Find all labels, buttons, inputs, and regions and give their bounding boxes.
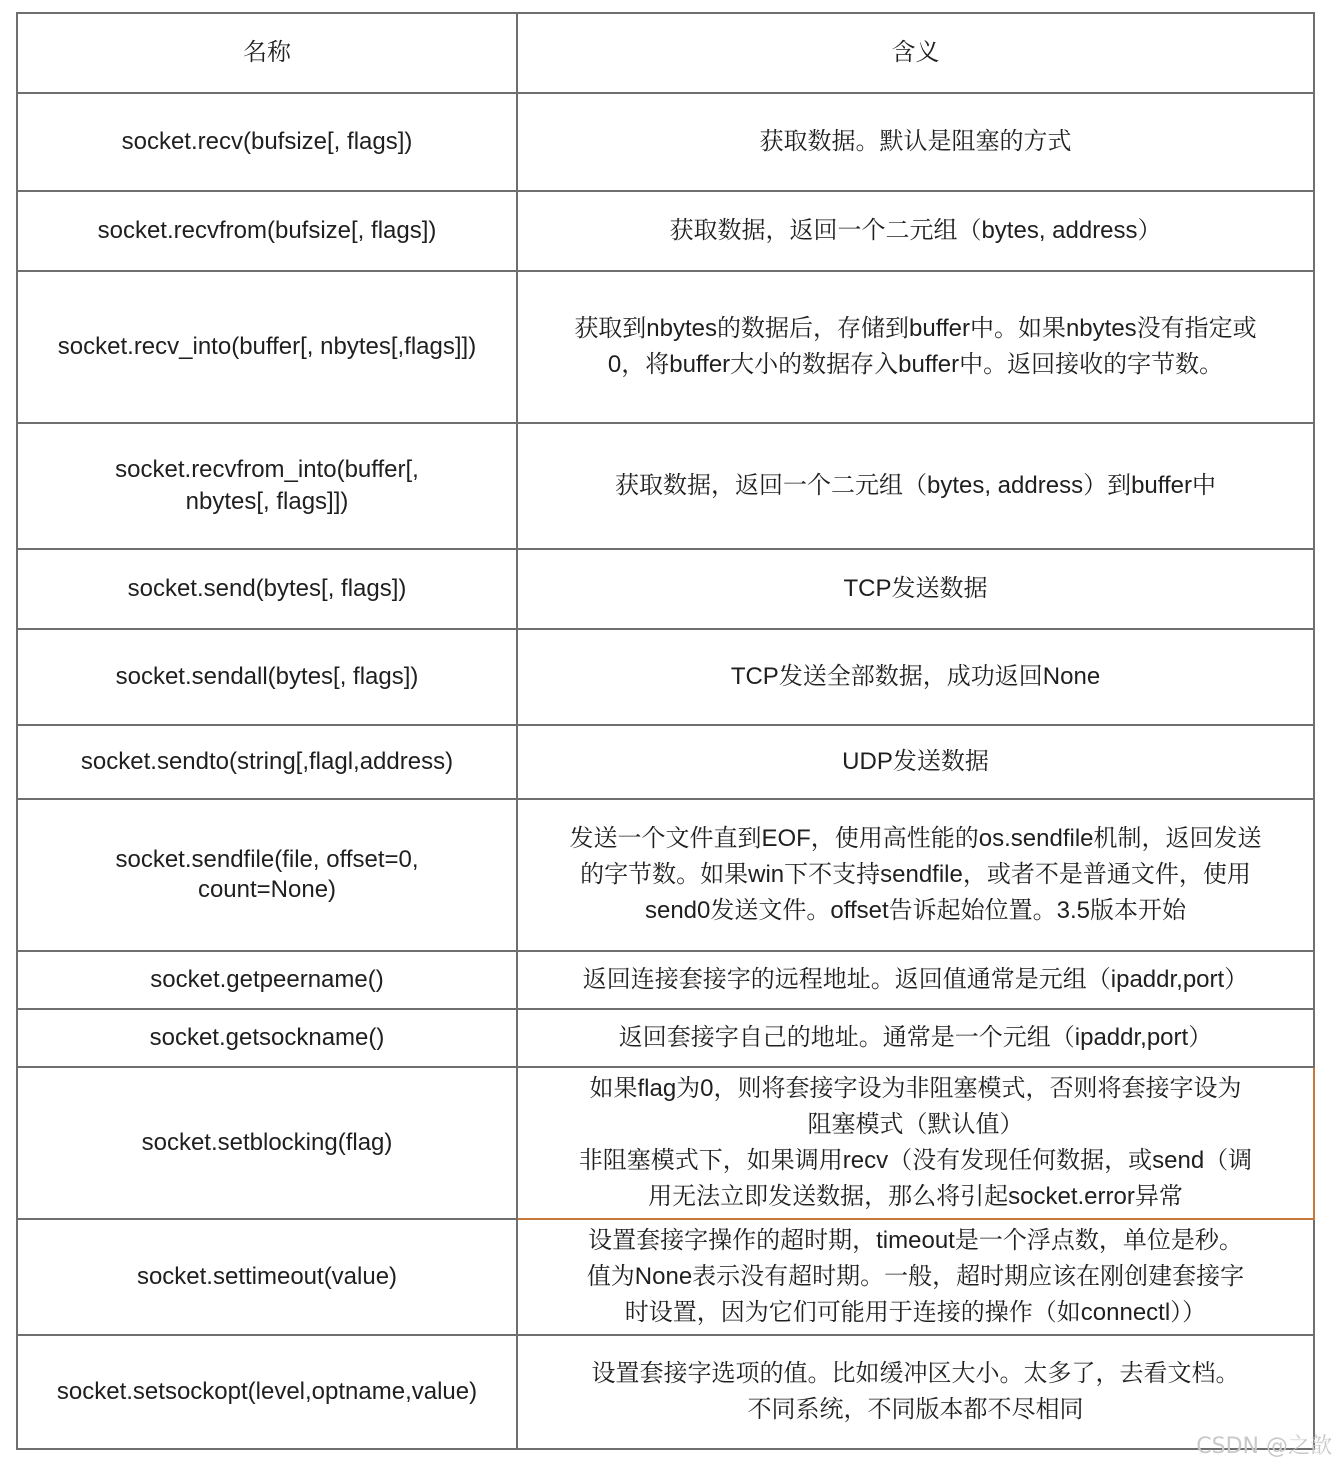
method-desc: TCP发送全部数据，成功返回None xyxy=(730,663,1101,690)
method-desc-cell xyxy=(517,1009,1314,1067)
method-name: socket.setsockopt(level,optname,value) xyxy=(56,1378,478,1405)
method-desc: 发送一个文件直到EOF，使用高性能的os.sendfile机制，返回发送 xyxy=(569,825,1262,852)
method-desc: 0，将buffer大小的数据存入buffer中。返回接收的字节数。 xyxy=(607,351,1224,378)
method-name: socket.sendall(bytes[, flags]) xyxy=(115,663,419,690)
table-row xyxy=(17,725,1314,799)
method-desc: 返回连接套接字的远程地址。返回值通常是元组（ipaddr,port） xyxy=(582,966,1249,993)
method-name: socket.getpeername() xyxy=(150,966,384,993)
table-row xyxy=(17,951,1314,1009)
method-desc-cell-highlighted xyxy=(517,1067,1314,1219)
method-name: nbytes[, flags]]) xyxy=(185,488,349,515)
method-desc: 设置套接字操作的超时期，timeout是一个浮点数，单位是秒。 xyxy=(588,1227,1243,1254)
method-desc: 阻塞模式（默认值） xyxy=(807,1111,1024,1138)
method-name: socket.recvfrom_into(buffer[, xyxy=(115,456,419,483)
method-desc-cell xyxy=(517,549,1314,629)
socket-methods-table xyxy=(16,12,1315,1450)
table-row xyxy=(17,1067,1314,1219)
table-row xyxy=(17,93,1314,191)
watermark: CSDN @之歆 xyxy=(1196,1434,1332,1459)
method-desc: 不同系统，不同版本都不尽相同 xyxy=(747,1396,1084,1423)
method-desc: 值为None表示没有超时期。一般，超时期应该在刚创建套接字 xyxy=(586,1263,1245,1290)
method-desc: 返回套接字自己的地址。通常是一个元组（ipaddr,port） xyxy=(618,1024,1213,1051)
method-name-cell xyxy=(17,191,517,271)
method-desc-cell xyxy=(517,93,1314,191)
method-desc: TCP发送数据 xyxy=(843,575,988,602)
method-desc-cell xyxy=(517,423,1314,549)
method-name: socket.recvfrom(bufsize[, flags]) xyxy=(97,217,437,244)
method-desc: send0发送文件。offset告诉起始位置。3.5版本开始 xyxy=(644,897,1187,924)
method-name-cell xyxy=(17,1335,517,1449)
method-desc-cell xyxy=(517,951,1314,1009)
method-name: socket.getsockname() xyxy=(149,1024,385,1051)
table-row xyxy=(17,1335,1314,1449)
method-desc: 的字节数。如果win下不支持sendfile，或者不是普通文件，使用 xyxy=(580,861,1251,888)
method-desc: UDP发送数据 xyxy=(842,748,989,775)
method-desc: 非阻塞模式下，如果调用recv（没有发现任何数据，或send（调 xyxy=(578,1147,1253,1174)
method-name: socket.send(bytes[, flags]) xyxy=(127,575,407,602)
method-name: socket.recv_into(buffer[, nbytes[,flags]]) xyxy=(57,333,477,360)
table-row xyxy=(17,1009,1314,1067)
method-desc: 用无法立即发送数据，那么将引起socket.error异常 xyxy=(648,1183,1183,1210)
method-desc: 设置套接字选项的值。比如缓冲区大小。太多了，去看文档。 xyxy=(591,1360,1240,1387)
method-name: socket.settimeout(value) xyxy=(136,1263,398,1290)
method-desc-cell xyxy=(517,1219,1314,1335)
method-desc: 获取数据，返回一个二元组（bytes, address）到buffer中 xyxy=(614,472,1217,499)
header-meaning: 含义 xyxy=(517,13,1314,93)
method-desc: 获取到nbytes的数据后，存储到buffer中。如果nbytes没有指定或 xyxy=(574,315,1257,342)
method-desc: 时设置，因为它们可能用于连接的操作（如connectl）） xyxy=(624,1299,1207,1326)
method-name-cell xyxy=(17,951,517,1009)
method-name-cell xyxy=(17,549,517,629)
method-desc-cell xyxy=(517,725,1314,799)
method-name-cell xyxy=(17,1009,517,1067)
method-name: socket.recv(bufsize[, flags]) xyxy=(121,128,413,155)
method-name-cell xyxy=(17,93,517,191)
table-row xyxy=(17,1219,1314,1335)
method-desc: 如果flag为0，则将套接字设为非阻塞模式，否则将套接字设为 xyxy=(589,1075,1242,1102)
method-desc-cell xyxy=(517,629,1314,725)
table-header-row xyxy=(17,13,1314,93)
method-name: socket.setblocking(flag) xyxy=(141,1129,393,1156)
table-row xyxy=(17,549,1314,629)
method-desc-cell xyxy=(517,799,1314,951)
method-name: socket.sendfile(file, offset=0, xyxy=(115,846,419,873)
method-name-cell xyxy=(17,423,517,549)
table-row xyxy=(17,629,1314,725)
method-name-cell xyxy=(17,799,517,951)
table-row xyxy=(17,271,1314,423)
method-desc: 获取数据。默认是阻塞的方式 xyxy=(759,128,1072,155)
header-name: 名称 xyxy=(17,13,517,93)
method-desc: 获取数据，返回一个二元组（bytes, address） xyxy=(669,217,1162,244)
method-name-cell xyxy=(17,271,517,423)
method-desc-cell xyxy=(517,1335,1314,1449)
method-desc-cell xyxy=(517,191,1314,271)
table-row xyxy=(17,799,1314,951)
table-row xyxy=(17,423,1314,549)
table-row xyxy=(17,191,1314,271)
method-name-cell xyxy=(17,725,517,799)
method-name-cell xyxy=(17,629,517,725)
method-name-cell xyxy=(17,1067,517,1219)
method-name: count=None) xyxy=(197,876,337,903)
method-name: socket.sendto(string[,flagl,address) xyxy=(80,748,454,775)
method-name-cell xyxy=(17,1219,517,1335)
method-desc-cell xyxy=(517,271,1314,423)
